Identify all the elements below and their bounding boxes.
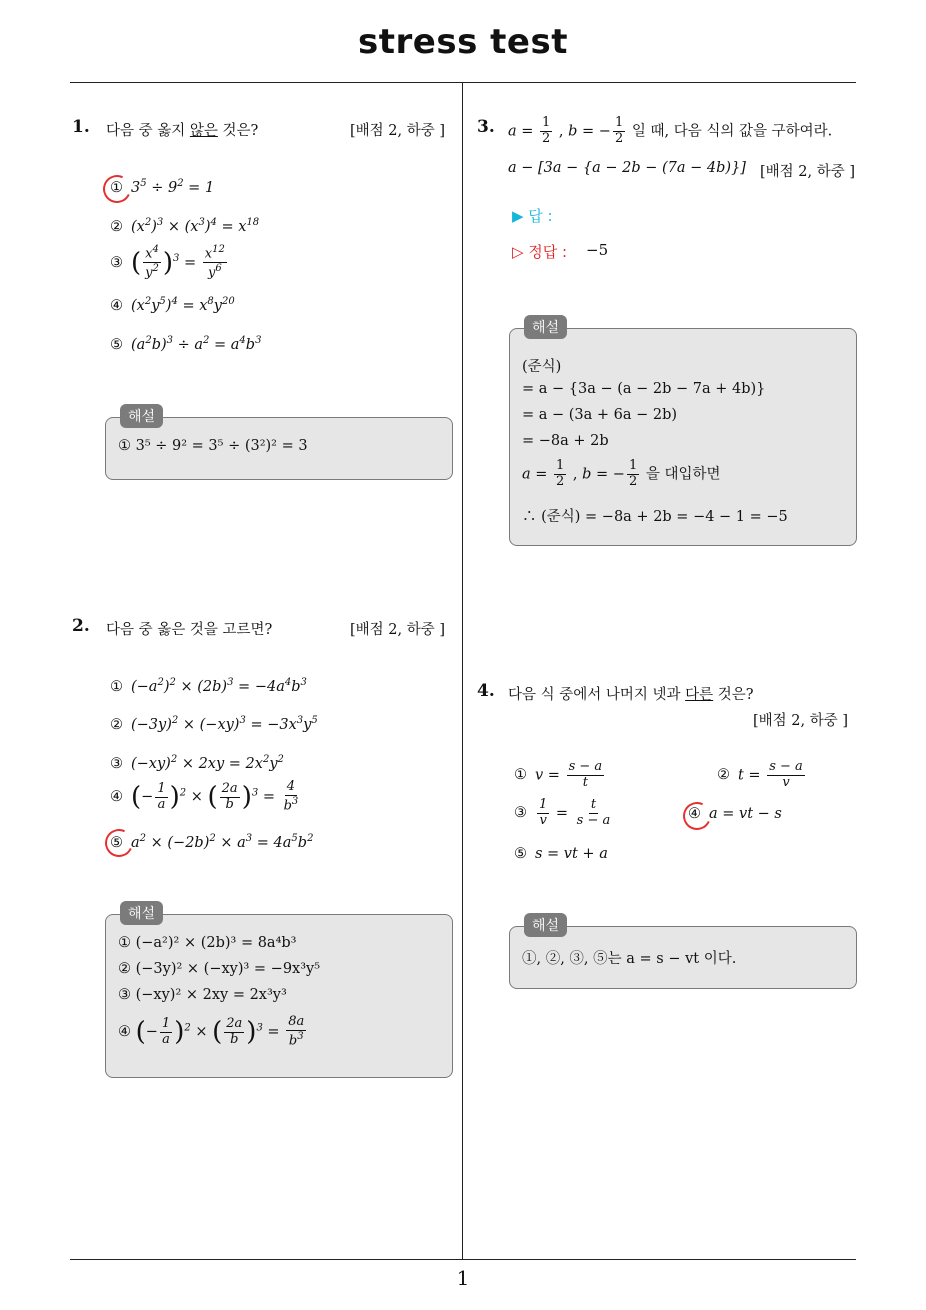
option-4[interactable]: ④ a = vt − s xyxy=(688,806,782,822)
bottom-divider xyxy=(70,1259,856,1260)
option-3[interactable]: ③ $(-xy)^2 \times 2xy = 2x^2y^2$ xyxy=(110,754,284,772)
option-1[interactable]: ① $(-a^2)^2 \times (2b)^3 = -4a^4b^3$ xyxy=(110,677,307,695)
solution-line: ② (−3y)² × (−xy)³ = −9x³y⁵ xyxy=(118,961,321,977)
solution-line: = −8a + 2b xyxy=(522,433,609,449)
option-2[interactable]: ② $(x^2)^3 \times (x^3)^4 = x^{18}$ xyxy=(110,217,260,235)
correct-answer-label: ▷ 정답 : xyxy=(512,243,568,261)
top-divider xyxy=(70,82,856,83)
option-5[interactable]: ⑤ $(a^2b)^3 \div a^2 = a^4b^3$ xyxy=(110,335,262,353)
page-number: 1 xyxy=(456,1266,470,1290)
question-prompt: 다음 중 옳지 않은 것은? xyxy=(106,123,259,139)
solution-tag: 해설 xyxy=(524,913,567,937)
column-divider xyxy=(462,83,463,1260)
question-number: 4. xyxy=(477,681,495,701)
solution-line: a = $\frac{1}{2}$ , b = − $\frac{1}{2}$ 을 대입하면 xyxy=(522,458,721,489)
option-1[interactable]: ① $3^5 \div 9^2 = 1$ xyxy=(110,178,215,196)
option-2[interactable]: ② t = $\frac{s - a}{v}$ xyxy=(717,759,803,790)
points-label: [배점 2, 하중 ] xyxy=(350,123,446,139)
question-prompt: 다음 식 중에서 나머지 넷과 다른 것은? xyxy=(508,687,754,703)
option-5[interactable]: ⑤ s = vt + a xyxy=(514,846,608,862)
correct-answer-value: −5 xyxy=(586,241,609,259)
option-4[interactable]: ④ $(x^2y^5)^4 = x^8y^{20}$ xyxy=(110,296,235,314)
solution-text: ①, ②, ③, ⑤는 a = s − vt 이다. xyxy=(522,951,737,967)
solution-line: (준식) xyxy=(522,359,562,375)
solution-line: ④ (− $\frac{1}{a}$ )$^2$ × ( $\frac{2a}{b}$ )$^3$ = $\frac{8a}{b^3}$ xyxy=(118,1014,305,1049)
points-label: [배점 2, 하중 ] xyxy=(753,713,849,729)
solution-line: ① (−a²)² × (2b)³ = 8a⁴b³ xyxy=(118,935,297,951)
solution-tag: 해설 xyxy=(524,315,567,339)
solution-tag: 해설 xyxy=(120,901,163,925)
question-number: 1. xyxy=(72,117,90,137)
question-prompt: a = $\frac{1}{2}$ , b = − $\frac{1}{2}$ 일 때, 다음 식의 값을 구하여라. xyxy=(508,115,833,146)
option-2[interactable]: ② $(-3y)^2 \times (-xy)^3 = -3x^3y^5$ xyxy=(110,715,318,733)
page-title: stress test xyxy=(358,22,568,62)
question-expression: a − [3a − {a − 2b − (7a − 4b)}] xyxy=(508,160,746,176)
solution-box xyxy=(509,328,857,546)
option-1[interactable]: ① v = $\frac{s - a}{t}$ xyxy=(514,759,603,790)
solution-tag: 해설 xyxy=(120,404,163,428)
option-3[interactable]: ③ ( $\frac{x^4}{y^2}$ )$^3$ = $\frac{x^{12}}{y^6}$ xyxy=(110,244,225,281)
question-number: 2. xyxy=(72,616,90,636)
solution-line: ∴ (준식) = −8a + 2b = −4 − 1 = −5 xyxy=(522,509,788,525)
points-label: [배점 2, 하중 ] xyxy=(760,164,856,180)
option-4[interactable]: ④ (− $\frac{1}{a}$ )$^2$ × ( $\frac{2a}{b}$ )$^3$ = $\frac{4}{b^3}$ xyxy=(110,779,299,814)
points-label: [배점 2, 하중 ] xyxy=(350,622,446,638)
question-number: 3. xyxy=(477,117,495,137)
solution-box xyxy=(105,914,453,1078)
solution-line: ③ (−xy)² × 2xy = 2x³y³ xyxy=(118,987,287,1003)
answer-input-label[interactable]: ▶ 답 : xyxy=(512,207,553,225)
solution-text: ① 3⁵ ÷ 9² = 3⁵ ÷ (3²)² = 3 xyxy=(118,438,308,454)
solution-line: = a − {3a − (a − 2b − 7a + 4b)} xyxy=(522,381,766,397)
question-prompt: 다음 중 옳은 것을 고르면? xyxy=(106,622,273,638)
solution-line: = a − (3a + 6a − 2b) xyxy=(522,407,678,423)
option-3[interactable]: ③ $\frac{1}{v}$ = $\frac{t}{s - a}$ xyxy=(514,797,611,828)
option-5[interactable]: ⑤ $a^2 \times (-2b)^2 \times a^3 = 4a^5b^2$ xyxy=(110,833,314,851)
